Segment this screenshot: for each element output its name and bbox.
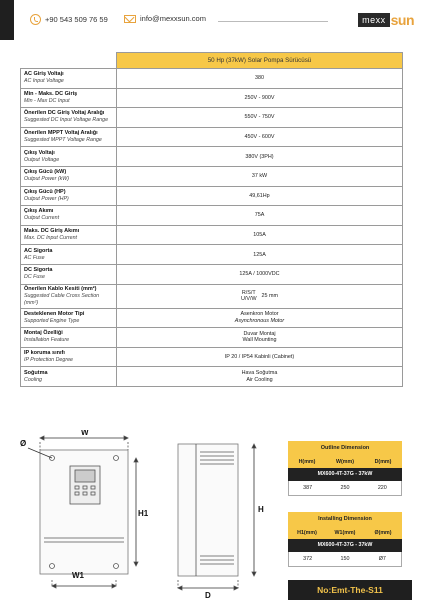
spec-label-en: Output Power (kW) — [24, 176, 70, 183]
spec-label — [21, 206, 117, 226]
dimension-value: 220 — [377, 485, 387, 491]
spec-label-tr: Çıkış Gücü (HP) — [24, 188, 66, 195]
spec-value: 380 — [117, 69, 403, 89]
spec-row — [21, 225, 403, 245]
model-title: 50 Hp (37kW) Solar Pompa Sürücüsü — [117, 53, 403, 69]
spec-label — [21, 264, 117, 284]
column-header: W1(mm) — [334, 529, 356, 536]
spec-label — [21, 367, 117, 387]
spec-value: IP 20 / IP54 Kabinli (Cabinet) — [117, 347, 403, 367]
spec-label — [21, 245, 117, 265]
email-icon — [124, 15, 136, 23]
spec-label-en: Min - Max DC Input — [24, 97, 70, 104]
spec-label-en: Suggested MPPT Voltage Range — [24, 137, 102, 144]
logo-sun: sun — [390, 12, 414, 28]
spec-label-en: AC Fuse — [24, 254, 45, 261]
spec-value-en: Wall Mounting — [242, 337, 277, 344]
spec-label — [21, 147, 117, 167]
spec-label — [21, 127, 117, 147]
spec-value: 75A — [117, 206, 403, 226]
dimension-value: 372 — [303, 556, 313, 562]
spec-value: 550V - 750V — [117, 108, 403, 128]
spec-label-en: Cooling — [24, 376, 42, 383]
spec-value: 125A / 1000VDC — [117, 264, 403, 284]
spec-label-en: DC Fuse — [24, 274, 45, 281]
spec-label-en: Installation Feature — [24, 337, 70, 344]
column-header: H1(mm) — [297, 529, 317, 536]
spec-label-en: Output Current — [24, 215, 60, 222]
spec-value-en: Air Cooling — [246, 376, 273, 383]
spec-label — [21, 328, 117, 348]
spec-row-motor — [21, 308, 403, 328]
spec-value — [117, 328, 403, 348]
spec-label-tr: Desteklenen Motor Tipi — [24, 310, 85, 317]
spec-row — [21, 186, 403, 206]
spec-value-tr: Duvar Montaj — [243, 330, 276, 337]
dimension-value: Ø7 — [378, 556, 386, 562]
spec-label-en: Max. DC Input Current — [24, 235, 77, 242]
outline-dimension-title: Outline Dimension — [288, 441, 402, 455]
spec-header-blank — [21, 53, 117, 69]
installing-dimension-values — [288, 552, 402, 567]
dimension-value: 250 — [340, 485, 350, 491]
cable-output-terminals: U/V/W — [240, 296, 257, 303]
front-view-drawing — [28, 436, 138, 588]
spec-label-tr: Önerilen Kablo Kesiti (mm²) — [24, 285, 97, 292]
product-code-badge: No:Emt-The-S11 — [288, 580, 412, 600]
column-header: Ø(mm) — [374, 529, 392, 536]
header — [0, 0, 424, 40]
spec-row — [21, 127, 403, 147]
spec-label — [21, 284, 117, 308]
spec-label-tr: AC Sigorta — [24, 247, 53, 254]
phone-contact[interactable] — [30, 14, 108, 25]
column-header: D(mm) — [374, 458, 392, 465]
outline-dimension-model: MX600-4T-37G - 37kW — [288, 468, 402, 481]
spec-table — [20, 52, 403, 387]
spec-row-cooling — [21, 367, 403, 387]
spec-header-row — [21, 53, 403, 69]
outline-dimension-table — [288, 441, 402, 496]
cable-size: 25 mm — [261, 293, 279, 300]
spec-label — [21, 69, 117, 89]
spec-value: 49,61Hp — [117, 186, 403, 206]
header-divider — [218, 21, 328, 22]
spec-row — [21, 147, 403, 167]
spec-label — [21, 225, 117, 245]
installing-dimension-title: Installing Dimension — [288, 512, 402, 526]
spec-label-en: Output Power (HP) — [24, 195, 69, 202]
spec-label-tr: Maks. DC Giriş Akımı — [24, 228, 80, 235]
spec-row — [21, 88, 403, 108]
spec-row-cable — [21, 284, 403, 308]
spec-label-tr: Çıkış Gücü (kW) — [24, 169, 67, 176]
spec-row — [21, 206, 403, 226]
spec-row — [21, 108, 403, 128]
spec-value-tr: Hava Soğutma — [241, 370, 278, 377]
label-h: H — [258, 505, 264, 514]
spec-value-tr: Asenkron Motor — [240, 311, 279, 318]
spec-row-ip — [21, 347, 403, 367]
spec-label — [21, 166, 117, 186]
spec-value — [117, 367, 403, 387]
spec-label — [21, 88, 117, 108]
spec-label-en: Supported Engine Type — [24, 317, 80, 324]
spec-label — [21, 308, 117, 328]
spec-label-tr: Çıkış Akımı — [24, 208, 54, 215]
phone-number: +90 543 509 76 59 — [45, 15, 108, 24]
email-address: info@mexxsun.com — [140, 14, 206, 23]
outline-dimension-values — [288, 481, 402, 496]
spec-label — [21, 347, 117, 367]
spec-row-mount — [21, 328, 403, 348]
spec-label — [21, 108, 117, 128]
spec-row — [21, 69, 403, 89]
spec-value-en: Asynchronous Motor — [234, 317, 285, 324]
email-contact[interactable] — [124, 14, 206, 23]
label-diameter: Ø — [20, 439, 27, 448]
label-w1: W1 — [72, 571, 84, 580]
spec-label-tr: Önerilen DC Giriş Voltaj Aralığı — [24, 110, 105, 117]
spec-value: 105A — [117, 225, 403, 245]
spec-label-en: Suggested DC Input Voltage Range — [24, 117, 109, 124]
spec-label-en: IP Protection Degree — [24, 357, 73, 364]
outline-dimension-columns — [288, 455, 402, 468]
spec-row — [21, 245, 403, 265]
spec-label-en: Output Voltage — [24, 156, 60, 163]
spec-label-tr: Soğutma — [24, 369, 48, 376]
cable-input-terminals: R/S/T — [241, 289, 256, 296]
installing-dimension-table — [288, 512, 402, 567]
brand-logo — [358, 12, 414, 28]
spec-row — [21, 264, 403, 284]
spec-label-tr: AC Giriş Voltajı — [24, 71, 64, 78]
column-header: H(mm) — [298, 458, 316, 465]
label-w: W — [81, 430, 89, 437]
spec-row — [21, 166, 403, 186]
label-d: D — [205, 591, 211, 600]
spec-value — [117, 308, 403, 328]
label-h1: H1 — [138, 509, 149, 518]
spec-value: 450V - 600V — [117, 127, 403, 147]
side-view-drawing — [178, 444, 256, 590]
dimension-drawings — [14, 430, 284, 600]
spec-label-tr: Çıkış Voltajı — [24, 149, 55, 156]
column-header: W(mm) — [336, 458, 354, 465]
spec-value — [117, 284, 403, 308]
spec-value: 380V (3PH) — [117, 147, 403, 167]
spec-label — [21, 186, 117, 206]
dimension-value: 387 — [303, 485, 313, 491]
spec-value: 125A — [117, 245, 403, 265]
spec-value: 250V - 900V — [117, 88, 403, 108]
spec-label-tr: Min - Maks. DC Giriş — [24, 90, 78, 97]
spec-label-en: AC Input Voltage — [24, 78, 64, 85]
spec-label-en: Suggested Cable Cross Section (mm²) — [24, 292, 100, 306]
phone-icon — [30, 14, 41, 25]
spec-label-tr: Montaj Özelliği — [24, 330, 63, 337]
logo-mexx: mexx — [358, 13, 390, 27]
spec-label-tr: IP koruma sınıfı — [24, 350, 65, 357]
spec-value: 37 kW — [117, 166, 403, 186]
spec-label-tr: DC Sigorta — [24, 267, 53, 274]
spec-label-tr: Önerilen MPPT Voltaj Aralığı — [24, 130, 98, 137]
header-accent-bar — [0, 0, 14, 40]
installing-dimension-columns — [288, 526, 402, 539]
installing-dimension-model: MX600-4T-37G - 37kW — [288, 539, 402, 552]
dimension-value: 150 — [340, 556, 350, 562]
